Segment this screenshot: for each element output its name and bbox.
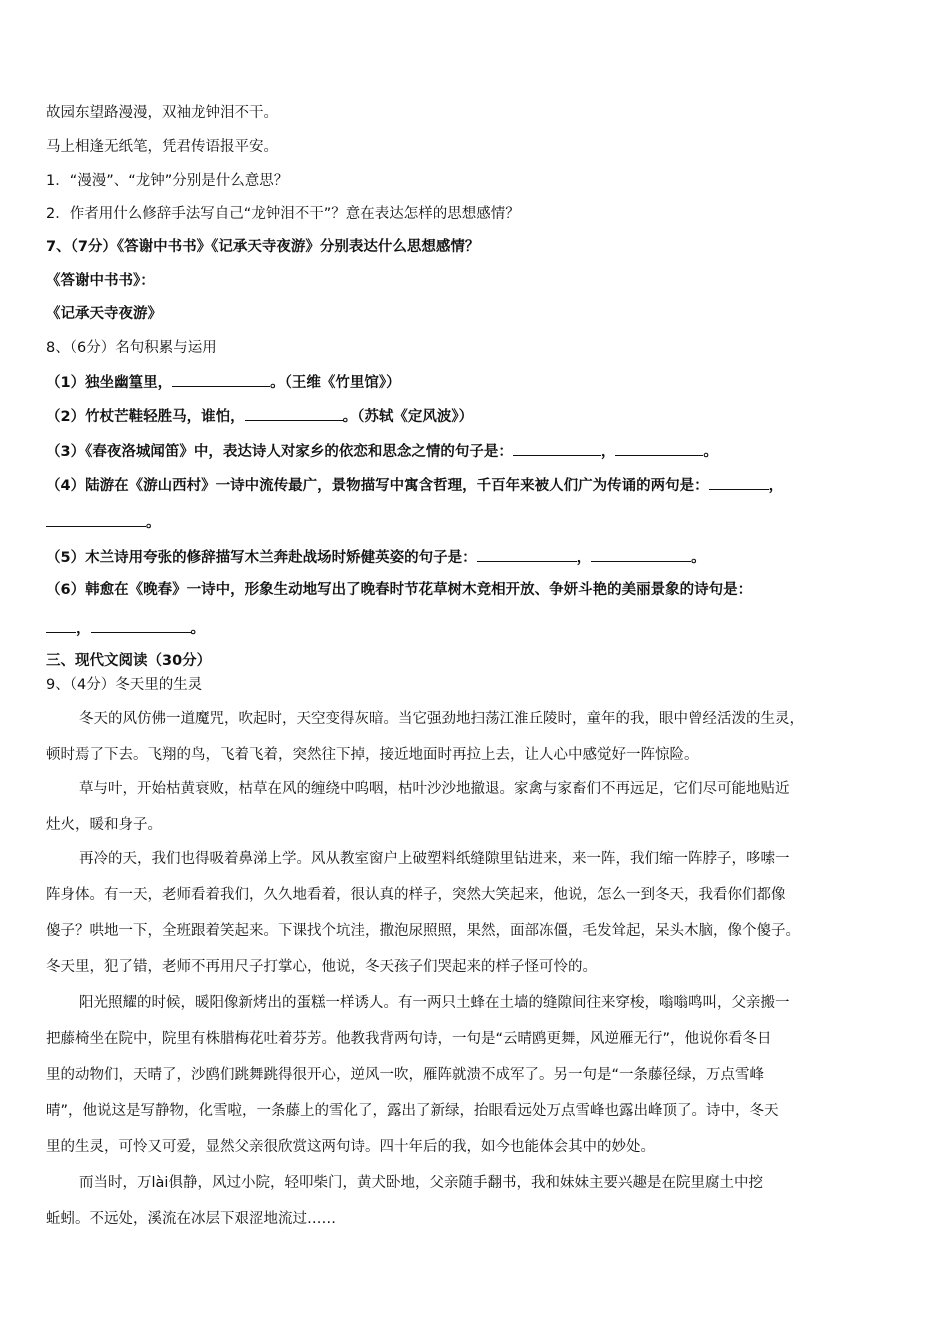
question-8-item-4 <box>46 474 910 496</box>
q8-5-period: 。 <box>691 550 706 566</box>
q8-5-blank-1[interactable] <box>477 546 577 562</box>
question-8-item-6 <box>46 580 910 600</box>
passage-p4-line-1: 阳光照耀的时候，暖阳像新烤出的蛋糕一样诱人。有一两只土蜂在土墙的缝隙间往来穿梭，嗡嗡鸣叫，父亲搬一 <box>79 995 790 1011</box>
passage-p4-line-5: 里的生灵，可怜又可爱，显然父亲很欣赏这两句诗。四十年后的我，如今也能体会其中的妙处。 <box>46 1139 655 1155</box>
question-8-item-2 <box>46 405 910 427</box>
question-8-item-3 <box>46 440 910 462</box>
question-9-title: 9、（4分）冬天里的生灵 <box>46 677 203 693</box>
q8-4-blank-1[interactable] <box>709 474 769 490</box>
passage-p3-line-1: 再冷的天，我们也得吸着鼻涕上学。风从教室窗户上破塑料纸缝隙里钻进来，来一阵，我们缩一阵脖子，哆嗦一 <box>79 851 790 867</box>
q8-4-period: 。 <box>146 515 161 531</box>
q8-3-comma: ， <box>600 444 616 460</box>
q8-6-period: 。 <box>190 621 205 637</box>
q8-3-text: （3）《春夜洛城闻笛》中，表达诗人对家乡的依恋和思念之情的句子是： <box>46 444 513 460</box>
passage-p2-line-1: 草与叶，开始枯黄衰败，枯草在风的缠绕中呜咽，枯叶沙沙地撤退。家禽与家畜们不再远足，它们尽可能地贴近 <box>79 781 790 797</box>
passage-p3-line-3: 傻子？哄地一下，全班跟着笑起来。下课找个坑洼，撒泡尿照照，果然，面部冻僵，毛发耸起，呆头木脑，像个傻子。 <box>46 923 800 939</box>
q8-1-blank[interactable] <box>172 371 270 387</box>
passage-p4-line-4: 晴”，他说这是写静物，化雪啦，一条藤上的雪化了，露出了新绿，抬眼看远处万点雪峰也露出峰顶了。诗中，冬天 <box>46 1103 779 1119</box>
q8-3-blank-2[interactable] <box>615 440 703 456</box>
q8-3-blank-1[interactable] <box>513 440 601 456</box>
q8-2-blank[interactable] <box>245 405 343 421</box>
q8-1-source: 。（王维《竹里馆》） <box>270 375 401 391</box>
q8-1-text: （1）独坐幽篁里， <box>46 375 173 391</box>
q8-4-blank-2[interactable] <box>46 511 146 527</box>
passage-p1-line-1: 冬天的风仿佛一道魔咒，吹起时，天空变得灰暗。当它强劲地扫荡江淮丘陵时，童年的我，眼中曾经活泼的生灵， <box>79 711 804 727</box>
q8-2-text: （2）竹杖芒鞋轻胜马，谁怕， <box>46 409 245 425</box>
passage-p5-line-1: 而当时，万lài俱静，风过小院，轻叩柴门，黄犬卧地，父亲随手翻书，我和妹妹主要兴趣是在院里腐土中挖 <box>79 1175 763 1191</box>
q8-4-comma: ， <box>768 478 784 494</box>
question-8-item-5 <box>46 546 910 568</box>
passage-p5-line-2: 蚯蚓。不远处，溪流在冰层下艰涩地流过…… <box>46 1211 336 1227</box>
q8-5-comma: ， <box>576 550 592 566</box>
question-6-1: 1．“漫漫”、“龙钟”分别是什么意思？ <box>46 173 289 189</box>
section-3-heading: 三、现代文阅读（30分） <box>46 653 212 669</box>
q8-5-blank-2[interactable] <box>591 546 691 562</box>
q8-4-text: （4）陆游在《游山西村》一诗中流传最广，景物描写中寓含哲理，千百年来被人们广为传诵的两句是： <box>46 478 709 494</box>
q8-6-text: （6）韩愈在《晚春》一诗中，形象生动地写出了晚春时节花草树木竞相开放、争妍斗艳的美丽景象的诗句是： <box>46 582 753 598</box>
passage-p2-line-2: 灶火，暖和身子。 <box>46 817 162 833</box>
question-8-item-6-cont <box>46 617 910 639</box>
poem-line-2: 马上相逢无纸笔，凭君传语报平安。 <box>46 139 278 155</box>
question-7-prompt: 7、（7分）《答谢中书书》《记承天寺夜游》分别表达什么思想感情？ <box>46 239 480 255</box>
question-7-answer-label-2: 《记承天寺夜游》 <box>46 306 162 322</box>
passage-p4-line-3: 里的动物们，天晴了，沙鸥们跳舞跳得很开心，逆风一吹，雁阵就溃不成军了。另一句是“一条藤径绿，万点雪峰 <box>46 1067 765 1083</box>
passage-p3-line-4: 冬天里，犯了错，老师不再用尺子打掌心，他说，冬天孩子们哭起来的样子怪可怜的。 <box>46 959 597 975</box>
q8-2-source: 。（苏轼《定风波》） <box>342 409 474 425</box>
q8-6-blank-2[interactable] <box>91 617 191 633</box>
passage-p1-line-2: 顿时焉了下去。飞翔的鸟，飞着飞着，突然往下掉，接近地面时再拉上去，让人心中感觉好一阵惊险。 <box>46 747 699 763</box>
q8-6-blank-1[interactable] <box>46 617 76 633</box>
passage-p3-line-2: 阵身体。有一天，老师看着我们，久久地看着，很认真的样子，突然大笑起来，他说，怎么一到冬天，我看你们都像 <box>46 887 786 903</box>
poem-line-1: 故园东望路漫漫，双袖龙钟泪不干。 <box>46 105 278 121</box>
passage-p4-line-2: 把藤椅坐在院中，院里有株腊梅花吐着芬芳。他教我背两句诗，一句是“云晴鸥更舞，风逆雁无行”，他说你看冬日 <box>46 1031 772 1047</box>
question-8-title: 8、（6分）名句积累与运用 <box>46 340 217 356</box>
q8-3-period: 。 <box>703 444 718 460</box>
question-6-2: 2．作者用什么修辞手法写自己“龙钟泪不干”？意在表达怎样的思想感情？ <box>46 206 520 222</box>
question-8-item-4-cont <box>46 511 910 533</box>
q8-5-text: （5）木兰诗用夸张的修辞描写木兰奔赴战场时矫健英姿的句子是： <box>46 550 477 566</box>
question-7-answer-label-1: 《答谢中书书》： <box>46 273 155 289</box>
question-8-item-1 <box>46 371 910 393</box>
q8-6-comma: ， <box>76 621 91 637</box>
